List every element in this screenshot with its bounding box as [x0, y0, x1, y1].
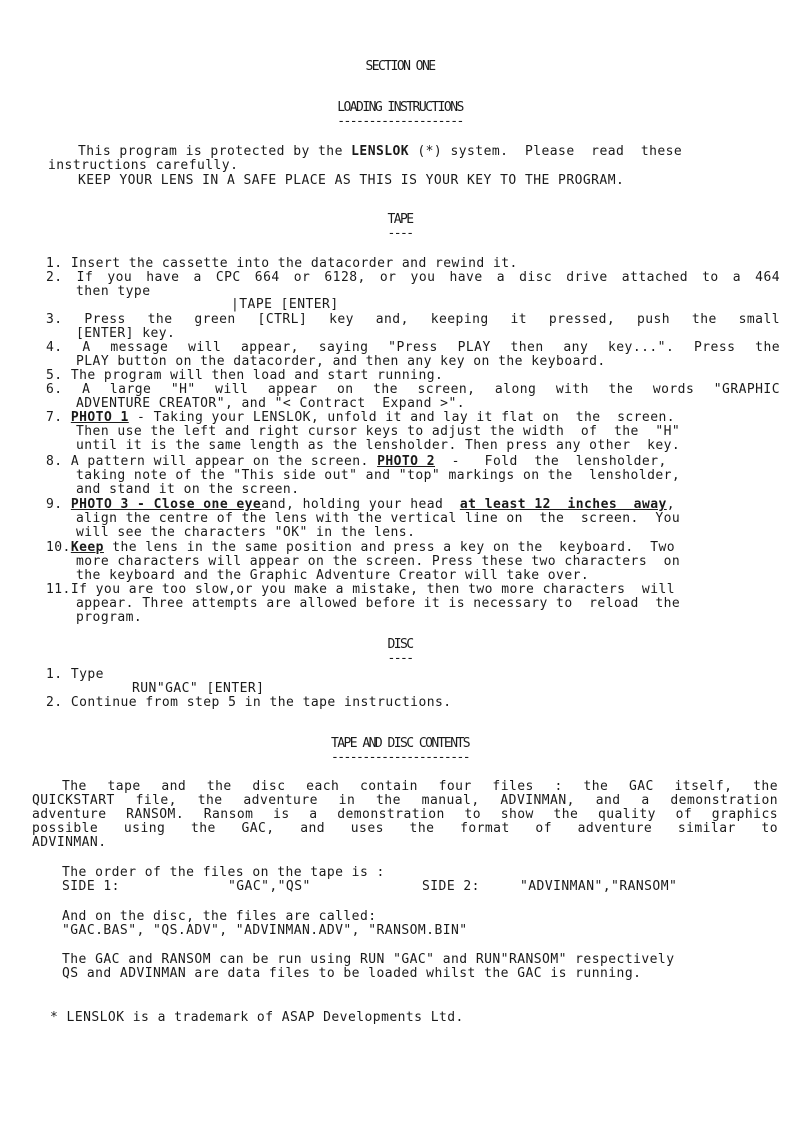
tape-step-8-cont-2: and stand it on the screen. — [76, 482, 300, 497]
intro-line-3: KEEP YOUR LENS IN A SAFE PLACE AS THIS IS YOUR KEY TO THE PROGRAM. — [78, 173, 625, 188]
side-2-files: "ADVINMAN","RANSOM" — [520, 879, 678, 894]
tape-step-2: 2. If you have a CPC 664 or 6128, or you have a disc drive attached to a 464 — [46, 270, 780, 285]
disc-command: RUN"GAC" [ENTER] — [132, 681, 265, 696]
tape-step-7-cont-1: Then use the left and right cursor keys to adjust the width of the "H" — [76, 424, 681, 439]
keep-emphasis: Keep — [70, 540, 104, 555]
tape-step-10: 10.Keep the lens in the same position and press a key on the keyboard. Two — [46, 540, 676, 555]
photo-2-label: PHOTO 2 — [377, 454, 436, 469]
tape-step-6: 6. A large "H" will appear on the screen, along with the words "GRAPHIC — [46, 382, 780, 397]
tape-step-11: 11.If you are too slow,or you make a mistake, then two more characters will — [46, 582, 676, 597]
tape-step-11-cont-2: program. — [76, 610, 143, 625]
tape-step-4-cont: PLAY button on the datacorder, and then any key on the keyboard. — [76, 354, 606, 369]
tape-step-11-cont-1: appear. Three attempts are allowed before it is necessary to reload the — [76, 596, 681, 611]
tape-step-3: 3. Press the green [CTRL] key and, keeping it pressed, push the small — [46, 312, 780, 327]
tape-step-4: 4. A message will appear, saying "Press PLAY then any key...". Press the — [46, 340, 780, 355]
tape-step-3-cont: [ENTER] key. — [76, 326, 176, 341]
side-1-files: "GAC","QS" — [228, 879, 311, 894]
tape-step-5: 5. The program will then load and start running. — [46, 368, 444, 383]
disc-files-list: "GAC.BAS", "QS.ADV", "ADVINMAN.ADV", "RANSOM.BIN" — [62, 923, 468, 938]
disc-heading: DISC — [387, 637, 413, 652]
run-info-line-2: QS and ADVINMAN are data files to be loaded whilst the GAC is running. — [62, 966, 642, 981]
tape-order-line: The order of the files on the tape is : — [62, 865, 385, 880]
contents-para-line-5: ADVINMAN. — [32, 835, 107, 850]
intro-line-2: instructions carefully. — [48, 158, 239, 173]
disc-step-2: 2. Continue from step 5 in the tape instructions. — [46, 695, 452, 710]
tape-step-9: 9. PHOTO 3 - Close one eyeand, holding your head at least 12 inches away, — [46, 497, 676, 512]
title-rule: -------------------- — [337, 114, 463, 129]
tape-step-9-cont-1: align the centre of the lens with the vertical line on the screen. You — [76, 511, 681, 526]
tape-step-7: 7. PHOTO 1 - Taking your LENSLOK, unfold it and lay it flat on the screen. — [46, 410, 676, 425]
disc-files-intro: And on the disc, the files are called: — [62, 909, 377, 924]
tape-step-8: 8. A pattern will appear on the screen. PHOTO 2 - Fold the lensholder, — [46, 454, 667, 469]
contents-rule: ---------------------- — [330, 750, 470, 765]
photo-1-label: PHOTO 1 — [70, 410, 129, 425]
tape-step-10-cont-2: the keyboard and the Graphic Adventure Creator will take over. — [76, 568, 590, 583]
trademark-footnote: * LENSLOK is a trademark of ASAP Developments Ltd. — [50, 1010, 464, 1025]
tape-step-10-cont-1: more characters will appear on the screen. Press these two characters on — [76, 554, 681, 569]
distance-warning: at least 12 inches away — [459, 497, 667, 512]
run-info-line-1: The GAC and RANSOM can be run using RUN "GAC" and RUN"RANSOM" respectively — [62, 952, 675, 967]
tape-command: |TAPE [ENTER] — [231, 297, 339, 312]
disc-rule: ---- — [387, 651, 413, 666]
disc-step-1: 1. Type — [46, 667, 104, 682]
tape-step-9-cont-2: will see the characters "OK" in the lens. — [76, 525, 416, 540]
contents-para-line-2: QUICKSTART file, the adventure in the manual, ADVINMAN, and a demonstration — [32, 793, 778, 808]
tape-rule: ---- — [387, 226, 413, 241]
photo-3-label: PHOTO 3 - Close one eye — [70, 497, 262, 512]
tape-step-7-cont-2: until it is the same length as the lensholder. Then press any other key. — [76, 438, 681, 453]
tape-step-1: 1. Insert the cassette into the datacorder and rewind it. — [46, 256, 518, 271]
tape-step-6-cont: ADVENTURE CREATOR", and "< Contract Expand >". — [76, 396, 466, 411]
tape-step-2-cont: then type — [76, 284, 151, 299]
side-1-label: SIDE 1: — [62, 879, 120, 894]
lenslok-name: LENSLOK — [351, 144, 410, 159]
loading-instructions-title: LOADING INSTRUCTIONS — [337, 100, 463, 115]
side-2-label: SIDE 2: — [422, 879, 480, 894]
contents-para-line-4: possible using the GAC, and uses the format of adventure similar to — [32, 821, 778, 836]
contents-para-line-3: adventure RANSOM. Ransom is a demonstration to show the quality of graphics — [32, 807, 778, 822]
tape-step-8-cont-1: taking note of the "This side out" and "top" markings on the lensholder, — [76, 468, 681, 483]
section-heading: SECTION ONE — [365, 59, 435, 74]
contents-para-line-1: The tape and the disc each contain four files : the GAC itself, the — [62, 779, 778, 794]
tape-heading: TAPE — [387, 212, 413, 227]
contents-heading: TAPE AND DISC CONTENTS — [330, 736, 470, 751]
intro-line-1: This program is protected by the LENSLOK (*) system. Please read these — [78, 144, 683, 159]
